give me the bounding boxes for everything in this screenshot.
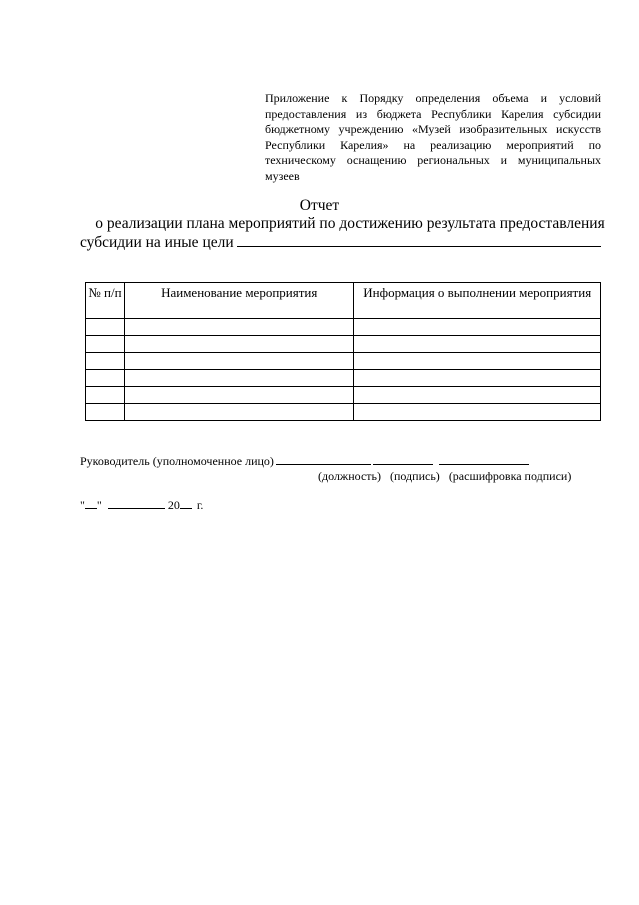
column-header-number: № п/п [86,283,125,319]
table-cell [354,336,601,353]
table-cell [354,353,601,370]
sign-fill-line [373,452,433,465]
caption-position: (должность) [318,469,381,483]
report-subtitle-text: субсидии на иные цели [80,234,234,251]
table-row [86,353,601,370]
signature-captions [318,469,580,484]
appendix-note: Приложение к Порядку определения объема и условий предоставления из бюджета Республики Карелия субсидии бюджетному учреждению «Музей изобразительных искусств Республики Карелия» на реализацию мероприятий по техническому оснащению региональных и муниципальных музеев [265,91,601,183]
table-cell [86,387,125,404]
month-fill-line [108,497,165,509]
table-cell [86,336,125,353]
table-row [86,336,601,353]
signature-line [80,452,600,469]
table-row [86,370,601,387]
table-cell [124,336,354,353]
table-cell [354,370,601,387]
table-row [86,387,601,404]
table-cell [86,353,125,370]
table-cell [124,387,354,404]
table-cell [86,319,125,336]
caption-signature: (подпись) [389,469,440,483]
table-row [86,319,601,336]
table-cell [124,370,354,387]
column-header-event-name: Наименование мероприятия [124,283,354,319]
year-fill-line [180,497,192,509]
table-cell [354,319,601,336]
date-open-quote: " [80,498,85,512]
table-cell [124,319,354,336]
report-subtitle-line2 [80,232,600,252]
table-cell [354,404,601,421]
signature-label: Руководитель (уполномоченное лицо) [80,454,274,468]
date-line [80,497,203,513]
table-header-row [86,283,601,319]
day-fill-line [85,497,97,509]
year-suffix: г. [196,498,204,512]
report-title: Отчет [299,197,340,214]
report-subtitle-line1: о реализации плана мероприятий по достижению результата предоставления [95,215,605,232]
table-cell [124,353,354,370]
year-prefix: 20 [167,498,180,512]
position-fill-line [276,452,371,465]
date-close-quote: " [96,498,102,512]
table-cell [86,370,125,387]
table-row [86,404,601,421]
table-cell [124,404,354,421]
column-header-execution-info: Информация о выполнении мероприятия [354,283,601,319]
purpose-fill-line [237,232,601,247]
table-cell [354,387,601,404]
report-table [85,282,601,421]
caption-name: (расшифровка подписи) [448,469,572,483]
table-cell [86,404,125,421]
name-fill-line [439,452,529,465]
